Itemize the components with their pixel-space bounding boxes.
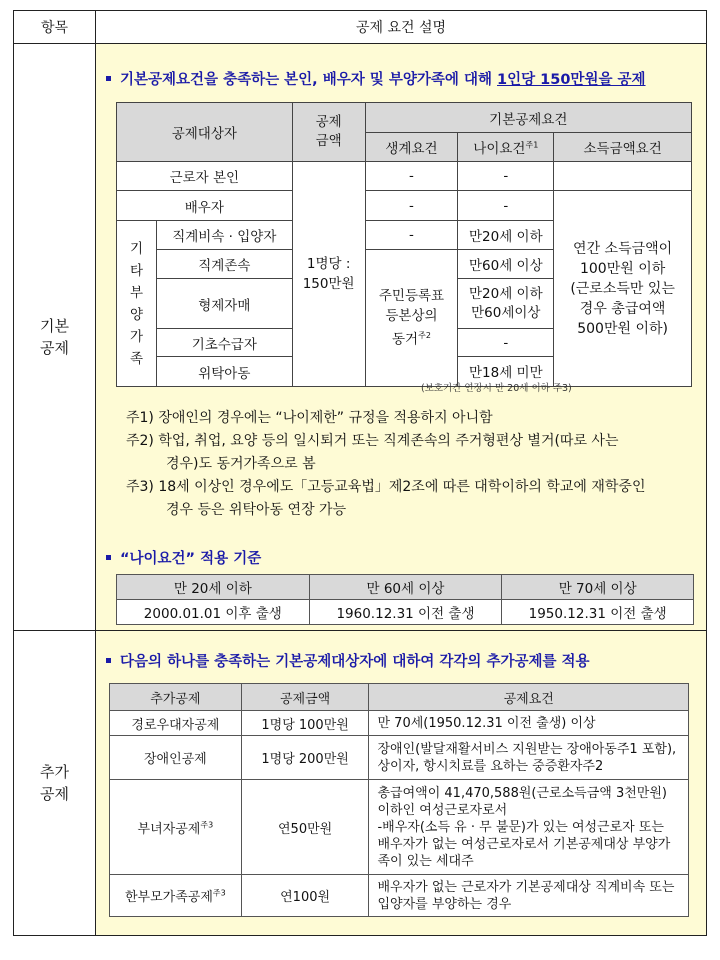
- row-lineal-ascendant: 직계존속: [156, 250, 292, 279]
- basic-deduction-table: [116, 102, 692, 387]
- basic-deduction-section: [96, 44, 706, 631]
- foster-extension-note: (보호기간 연장시 만 20세 이하 주3): [421, 383, 572, 394]
- additional-bullet: [106, 650, 590, 671]
- additional-deduction-section: [96, 631, 706, 935]
- age-sibling: 만20세 이하 만60세이상: [458, 279, 554, 329]
- footnotes: [126, 407, 645, 522]
- living-lineal: -: [365, 221, 458, 250]
- header-item: 항목: [14, 11, 96, 43]
- table-row: [110, 780, 689, 875]
- th-age: 나이요건$^{주1}$: [458, 133, 554, 162]
- additional-amount: 1명당 200만원: [241, 736, 369, 780]
- footnote-2: 주2) 학업, 취업, 요양 등의 일시퇴거 또는 직계존속의 주거형편상 별거(따로 사는: [126, 433, 619, 449]
- age-value-70: 1950.12.31 이전 출생: [502, 600, 694, 625]
- th-amount: 공제 금액: [292, 103, 365, 162]
- age-foster: 만18세 미만: [458, 357, 554, 387]
- header-row: [14, 11, 706, 44]
- age-header-60: 만 60세 이상: [309, 575, 502, 600]
- age-self: -: [458, 162, 554, 191]
- row-self: 근로자 본인: [117, 162, 293, 191]
- additional-requirement: 만 70세(1950.12.31 이전 출생) 이상: [369, 711, 689, 736]
- age-welfare: -: [458, 329, 554, 357]
- additional-amount: 연50만원: [241, 780, 369, 875]
- age-criteria-table: [116, 574, 694, 625]
- table-row: [110, 711, 689, 736]
- age-spouse: -: [458, 191, 554, 221]
- additional-name: 한부모가족공제$^{주3}$: [110, 875, 242, 917]
- page-frame: [13, 10, 707, 936]
- additional-requirement: 총급여액이 41,470,588원(근로소득금액 3천만원) 이하인 여성근로자로서 -배우자(소득 유 · 무 불문)가 있는 여성근로자 또는 배우자가 없는 여성근로자로서 기본공제대상 부양가족이 있는 세대주: [369, 780, 689, 875]
- th-additional-requirement: 공제요건: [369, 684, 689, 711]
- living-spouse: -: [365, 191, 458, 221]
- additional-name: 부녀자공제$^{주3}$: [110, 780, 242, 875]
- row-foster-child: 위탁아동: [156, 357, 292, 387]
- basic-bullet-highlight: 1인당 150만원을 공제: [497, 72, 646, 88]
- th-living: 생계요건: [365, 133, 458, 162]
- deduction-amount: 1명당 : 150만원: [292, 162, 365, 387]
- additional-deduction-table: [109, 683, 689, 917]
- bullet-square-icon: [106, 555, 111, 560]
- footnote-3: 주3) 18세 이상인 경우에도「고등교육법」제2조에 따른 대학이하의 학교에 재학중인: [126, 479, 646, 495]
- basic-bullet-text: 기본공제요건을 충족하는 본인, 배우자 및 부양가족에 대해: [120, 72, 498, 88]
- other-dependents-group: 기 타 부 양 가 족: [117, 221, 157, 387]
- age-header-20: 만 20세 이하: [117, 575, 310, 600]
- income-requirement: 연간 소득금액이 100만원 이하 (근로소득만 있는 경우 총급여액 500만원 이하): [554, 191, 692, 387]
- income-self: [554, 162, 692, 191]
- footnote-3-cont: 경우 등은 위탁아동 연장 가능: [166, 502, 347, 518]
- th-additional-amount: 공제금액: [241, 684, 369, 711]
- additional-name: 장애인공제: [110, 736, 242, 780]
- footnote-2-cont: 경우)도 동거가족으로 봄: [166, 456, 316, 472]
- additional-bullet-text: 다음의 하나를 충족하는 기본공제대상자에 대하여 각각의 추가공제를 적용: [120, 654, 590, 670]
- age-ascendant: 만60세 이상: [458, 250, 554, 279]
- bullet-square-icon: [106, 658, 111, 663]
- age-value-60: 1960.12.31 이전 출생: [309, 600, 502, 625]
- table-row: [110, 875, 689, 917]
- row-sibling: 형제자매: [156, 279, 292, 329]
- age-criteria-bullet: [106, 547, 261, 568]
- additional-deduction-label: 추가 공제: [14, 631, 96, 935]
- additional-amount: 연100원: [241, 875, 369, 917]
- age-header-70: 만 70세 이상: [502, 575, 694, 600]
- footnote-1: 주1) 장애인의 경우에는 “나이제한” 규정을 적용하지 아니함: [126, 410, 493, 426]
- living-self: -: [365, 162, 458, 191]
- th-income: 소득금액요건: [554, 133, 692, 162]
- additional-requirement: 배우자가 없는 근로자가 기본공제대상 직계비속 또는 입양자를 부양하는 경우: [369, 875, 689, 917]
- age-criteria-text: “나이요건” 적용 기준: [120, 551, 262, 567]
- basic-bullet: [106, 68, 646, 89]
- additional-requirement: 장애인(발달재활서비스 지원받는 장애아동주1 포함), 상이자, 항시치료를 요하는 중증환자주2: [369, 736, 689, 780]
- th-requirements: 기본공제요건: [365, 103, 691, 133]
- living-cohabit: 주민등록표 등본상의 동거$^{주2}$: [365, 250, 458, 387]
- additional-amount: 1명당 100만원: [241, 711, 369, 736]
- header-description: 공제 요건 설명: [355, 20, 447, 36]
- row-spouse: 배우자: [117, 191, 293, 221]
- table-row: [110, 736, 689, 780]
- age-lineal: 만20세 이하: [458, 221, 554, 250]
- age-value-20: 2000.01.01 이후 출생: [117, 600, 310, 625]
- th-additional-name: 추가공제: [110, 684, 242, 711]
- bullet-square-icon: [106, 76, 111, 81]
- row-welfare-recipient: 기초수급자: [156, 329, 292, 357]
- th-target: 공제대상자: [117, 103, 293, 162]
- additional-name: 경로우대자공제: [110, 711, 242, 736]
- basic-deduction-label: 기본 공제: [14, 44, 96, 631]
- row-lineal-descendant: 직계비속 · 입양자: [156, 221, 292, 250]
